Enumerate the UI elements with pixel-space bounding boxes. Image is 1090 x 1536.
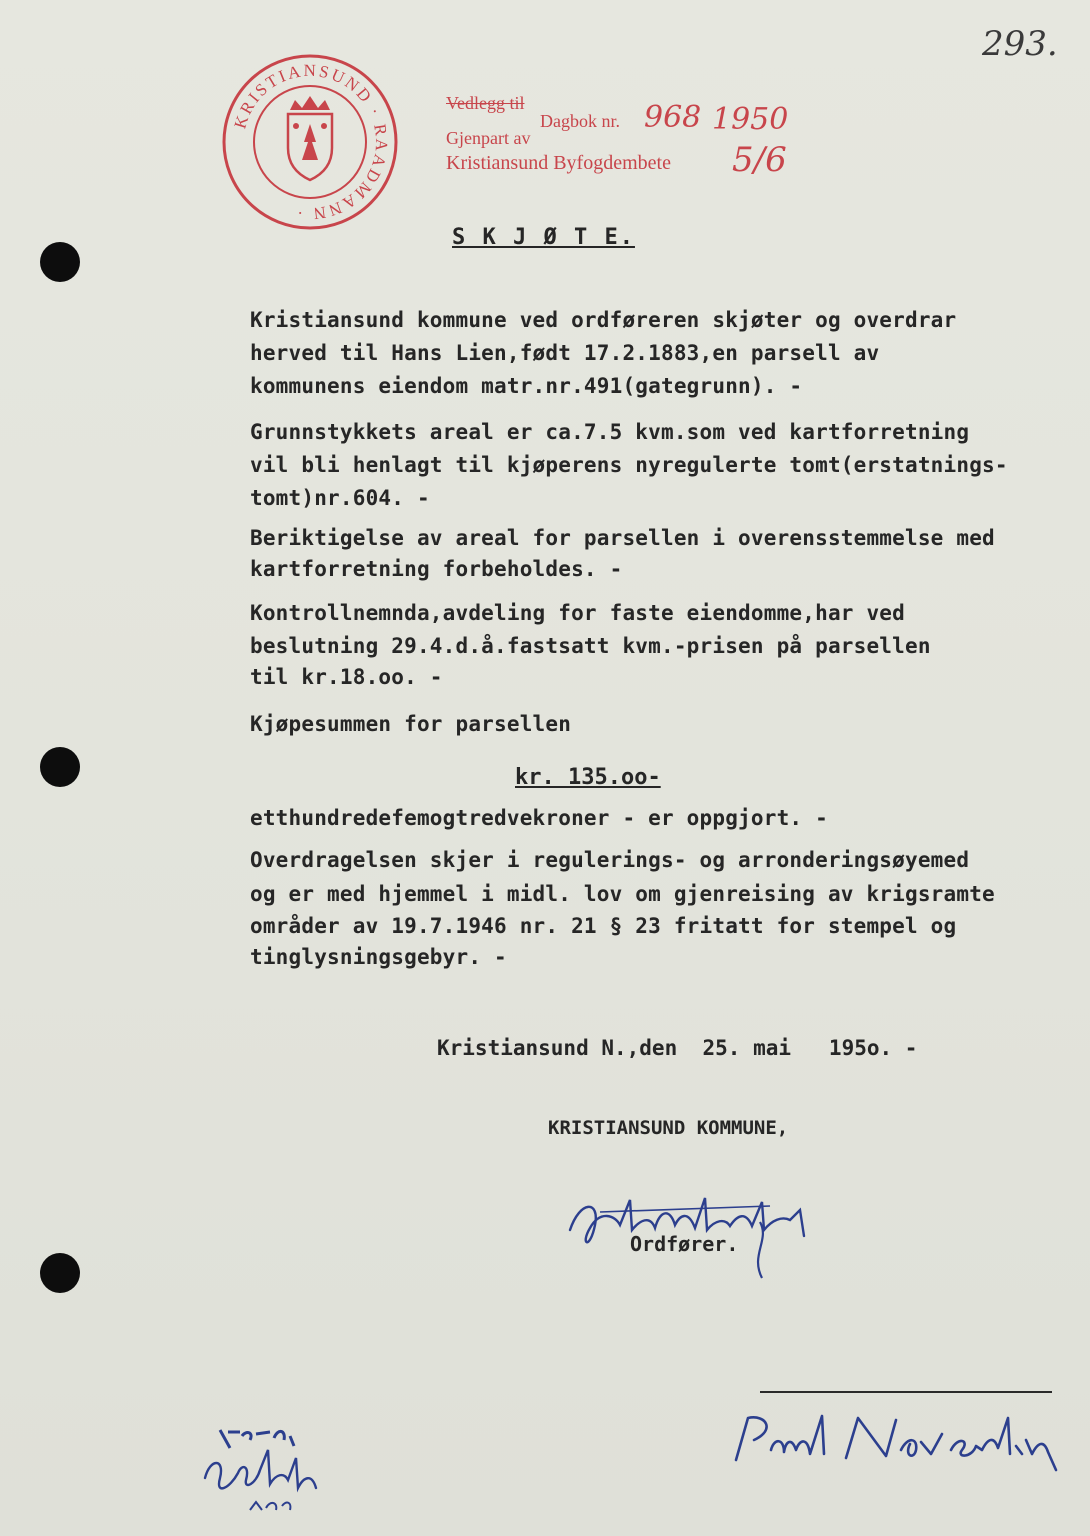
stamp-line-byfogdembete: Kristiansund Byfogdembete [446,152,671,174]
body-line: herved til Hans Lien,født 17.2.1883,en parsell av [250,341,880,365]
body-line: kartforretning forbeholdes. - [250,557,623,581]
page-number: 293. [982,24,1058,64]
punch-hole-middle [40,747,80,787]
body-line: Kontrollnemnda,avdeling for faste eiendomme,har ved [250,601,905,625]
body-line: Kristiansund kommune ved ordføreren skjøter og overdrar [250,308,957,332]
signature-flourish [740,1220,780,1280]
municipal-seal-stamp [220,52,400,232]
stamp-line-gjenpart: Gjenpart av [446,128,531,148]
place-date: Kristiansund N.,den 25. mai 195o. - [437,1036,918,1060]
body-line: tomt)nr.604. - [250,486,430,510]
witness-signature [726,1410,1066,1480]
dagbok-number: 968 [644,100,702,135]
purchase-amount: kr. 135.oo- [515,765,661,790]
body-line: Beriktigelse av areal for parsellen i overensstemmelse med [250,526,995,550]
body-line: Overdragelsen skjer i regulerings- og arronderingsøyemed [250,848,970,872]
svg-text:KRISTIANSUND · RAADMANN ·: KRISTIANSUND · RAADMANN · [230,60,392,224]
body-line: områder av 19.7.1946 nr. 21 § 23 fritatt for stempel og [250,914,957,938]
dagbok-year: 1950 [712,102,789,137]
body-line: Kjøpesummen for parsellen [250,712,572,736]
punch-hole-bottom [40,1253,80,1293]
document-title: S K J Ø T E. [452,225,635,250]
body-line: og er med hjemmel i midl. lov om gjenreising av krigsramte [250,882,995,906]
signatory-organization: KRISTIANSUND KOMMUNE, [548,1117,789,1139]
body-line: etthundredefemogtredvekroner - er oppgjort. - [250,806,828,830]
stamp-date-note: 5/6 [732,140,787,180]
body-line: kommunens eiendom matr.nr.491(gategrunn). - [250,374,803,398]
body-line: Grunnstykkets areal er ca.7.5 kvm.som ved kartforretning [250,420,970,444]
corner-stamp-signature [190,1418,330,1528]
signature-rule [760,1391,1052,1393]
stamp-dagbok-label: Dagbok nr. [540,111,620,131]
body-line: vil bli henlagt til kjøperens nyregulerte tomt(erstatnings- [250,453,1008,477]
body-line: til kr.18.oo. - [250,665,443,689]
signatory-title: Ordfører. [630,1232,739,1256]
punch-hole-top [40,242,80,282]
stamp-line-vedlegg: Vedlegg til [446,93,525,113]
body-line: tinglysningsgebyr. - [250,945,507,969]
body-line: beslutning 29.4.d.å.fastsatt kvm.-prisen på parsellen [250,634,931,658]
